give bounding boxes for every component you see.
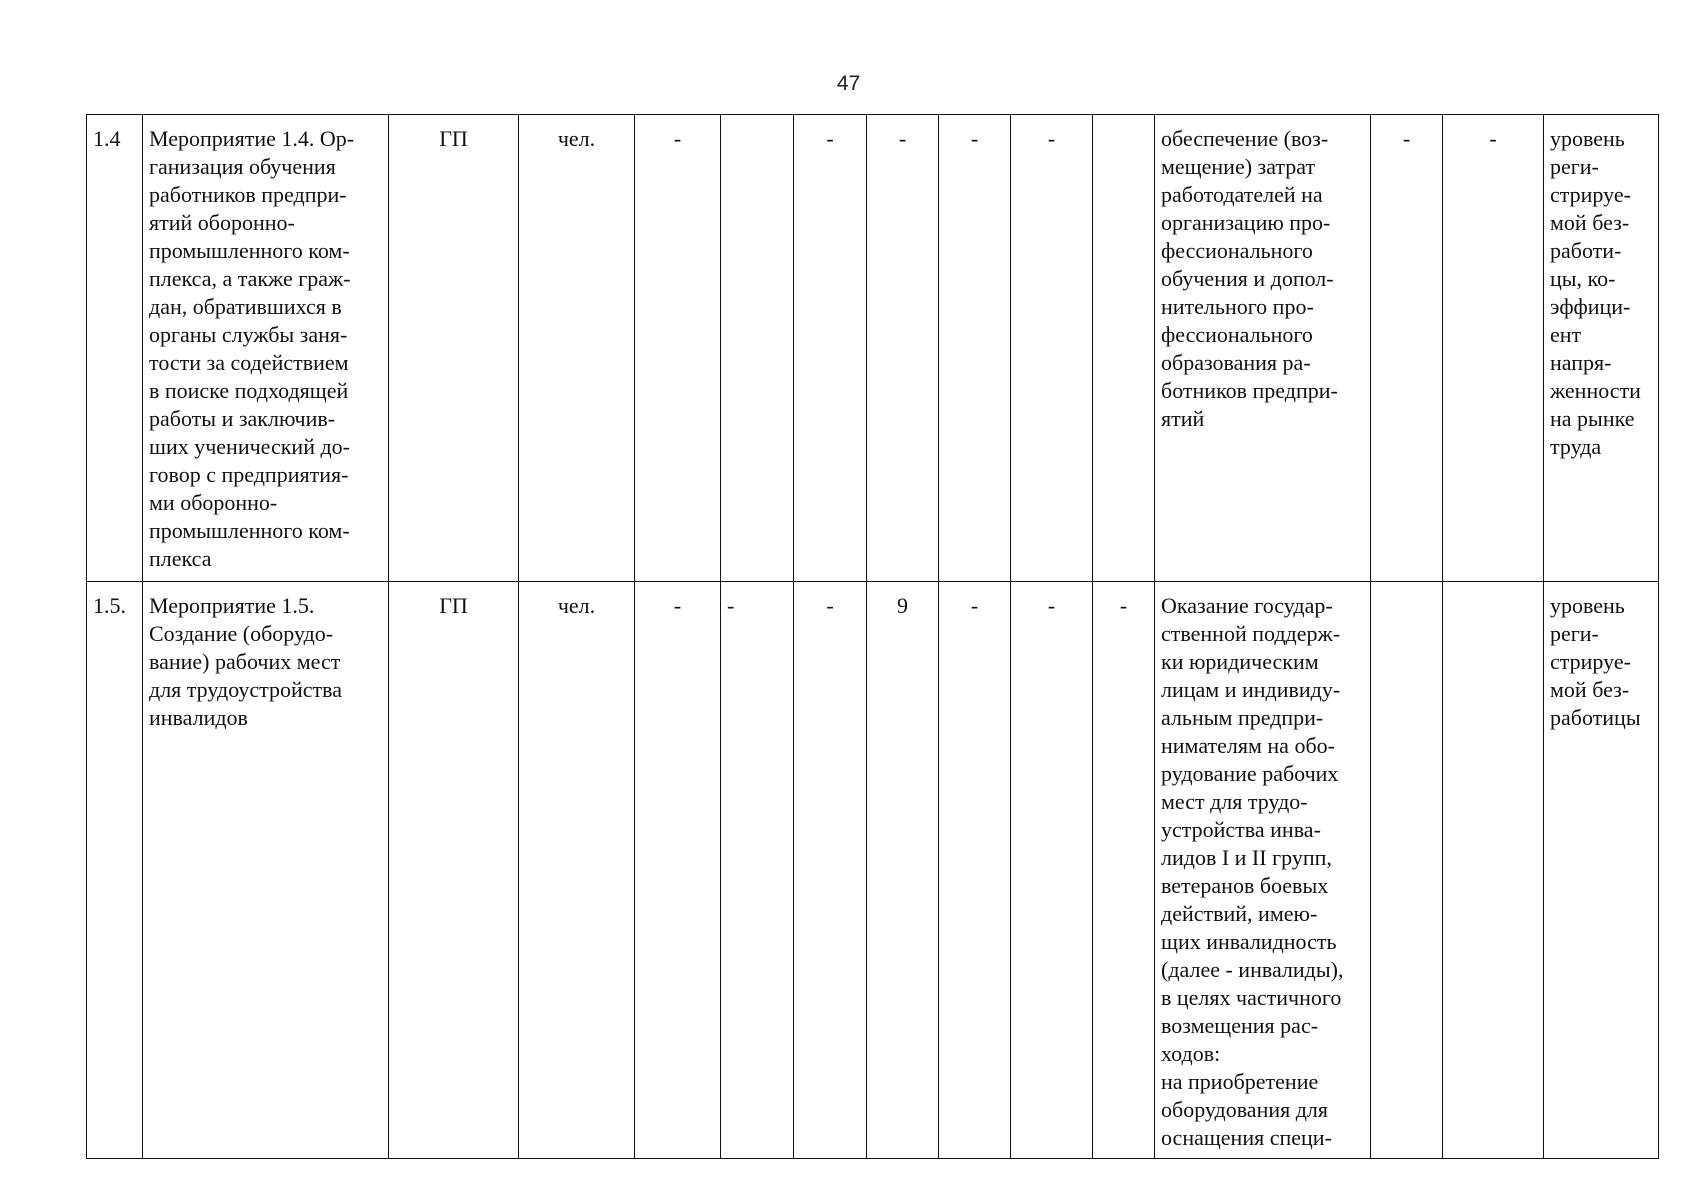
activity-cell-line: говор с предприятия- [149,462,349,487]
indicator-cell-line: работи- [1550,238,1622,263]
page-number: 47 [836,72,861,95]
description-cell-line: ятий [1161,406,1205,431]
description-cell-line: работодателей на [1161,182,1323,207]
description-cell-line: оснащения специ- [1161,1125,1332,1150]
activity-cell-line: инвалидов [149,705,248,730]
indicator-cell-line: напря- [1550,350,1612,375]
description-cell-line: лицам и индивиду- [1161,677,1341,702]
description-cell-line: возмещения рас- [1161,1013,1319,1038]
indicator-cell-line: цы, ко- [1550,266,1616,291]
executor-cell: ГП [389,582,519,1159]
description-cell-line: в целях частичного [1161,985,1342,1010]
indicator-cell-line: мой без- [1550,210,1630,235]
indicator-cell-line: труда [1550,434,1602,459]
value-cell: - [867,115,939,582]
indicator-cell [1544,115,1659,582]
description-cell-line: фессионального [1161,238,1313,263]
value-cell: - [939,115,1011,582]
description-cell-line: обучения и допол- [1161,266,1334,291]
activity-cell-line: ми оборонно- [149,490,278,515]
indicator-cell-line: реги- [1550,154,1599,179]
value-cell: - [794,582,867,1159]
description-cell-line: (далее - инвалиды), [1161,957,1344,982]
value-cell: - [721,582,794,1159]
indicator-cell-line: стрируе- [1550,649,1631,674]
description-cell-line: ботников предпри- [1161,378,1338,403]
indicator-cell-line: эффици- [1550,294,1631,319]
description-cell-line: фессионального [1161,322,1313,347]
description-cell-line: щих инвалидность [1161,929,1337,954]
activity-cell-line: ганизация обучения [149,154,336,179]
activity-cell-line: плекса, а также граж- [149,266,351,291]
description-cell [1155,582,1371,1159]
activity-cell [143,115,389,582]
extra-value-cell [1371,582,1443,1159]
extra-value-cell [1443,582,1544,1159]
indicator-cell-line: работицы [1550,705,1641,730]
description-cell-line: Оказание государ- [1161,593,1333,618]
value-cell: - [635,115,721,582]
activity-cell-line: промышленного ком- [149,238,350,263]
table-row [87,115,1659,582]
value-cell: - [1011,582,1093,1159]
activity-cell-line: Мероприятие 1.4. Ор- [149,126,355,151]
description-cell-line: мест для трудо- [1161,789,1308,814]
description-cell-line: ходов: [1161,1041,1221,1066]
description-cell-line: на приобретение [1161,1069,1319,1094]
description-cell-line: мещение) затрат [1161,154,1316,179]
description-cell-line: образования ра- [1161,350,1311,375]
activity-cell [143,582,389,1159]
activity-cell-line: работников предпри- [149,182,347,207]
description-cell-line: ки юридическим [1161,649,1319,674]
indicator-cell-line: уровень [1550,593,1625,618]
description-cell-line: оборудования для [1161,1097,1329,1122]
unit-cell: чел. [519,115,635,582]
activity-cell-line: вание) рабочих мест [149,649,341,674]
indicator-cell-line: на рынке [1550,406,1635,431]
table-row [87,582,1659,1159]
indicator-cell-line: мой без- [1550,677,1630,702]
value-cell: - [794,115,867,582]
indicator-cell-line: реги- [1550,621,1599,646]
description-cell-line: организацию про- [1161,210,1331,235]
row-number-cell: 1.5. [87,582,143,1159]
indicator-cell-line: женности [1550,378,1641,403]
unit-cell: чел. [519,582,635,1159]
activity-cell-line: Создание (оборудо- [149,621,334,646]
description-cell-line: лидов I и II групп, [1161,845,1332,870]
activity-cell-line: работы и заключив- [149,406,336,431]
activity-cell-line: ших ученический до- [149,434,350,459]
value-cell: 9 [867,582,939,1159]
activity-cell-line: ятий оборонно- [149,210,295,235]
description-cell-line: ственной поддерж- [1161,621,1341,646]
description-cell-line: альным предпри- [1161,705,1324,730]
indicator-cell [1544,582,1659,1159]
value-cell: - [635,582,721,1159]
activities-table [86,114,1659,1159]
description-cell-line: обеспечение (воз- [1161,126,1329,151]
description-cell [1155,115,1371,582]
activity-cell-line: промышленного ком- [149,518,350,543]
executor-cell: ГП [389,115,519,582]
value-cell: - [1093,582,1155,1159]
activity-cell-line: в поиске подходящей [149,378,349,403]
description-cell-line: действий, имею- [1161,901,1318,926]
indicator-cell-line: стрируе- [1550,182,1631,207]
description-cell-line: нительного про- [1161,294,1314,319]
description-cell-line: ветеранов боевых [1161,873,1329,898]
row-number-cell: 1.4 [87,115,143,582]
indicator-cell-line: ент [1550,322,1582,347]
value-cell [721,115,794,582]
activity-cell-line: тости за содействием [149,350,349,375]
activity-cell-line: для трудоустройства [149,677,343,702]
value-cell: - [939,582,1011,1159]
indicator-cell-line: уровень [1550,126,1625,151]
description-cell-line: устройства инва- [1161,817,1321,842]
extra-value-cell: - [1371,115,1443,582]
description-cell-line: нимателям на обо- [1161,733,1335,758]
activity-cell-line: органы службы заня- [149,322,348,347]
activity-cell-line: дан, обратившихся в [149,294,342,319]
value-cell: - [1011,115,1093,582]
extra-value-cell: - [1443,115,1544,582]
value-cell [1093,115,1155,582]
description-cell-line: рудование рабочих [1161,761,1339,786]
activity-cell-line: Мероприятие 1.5. [149,593,315,618]
activity-cell-line: плекса [149,546,212,571]
